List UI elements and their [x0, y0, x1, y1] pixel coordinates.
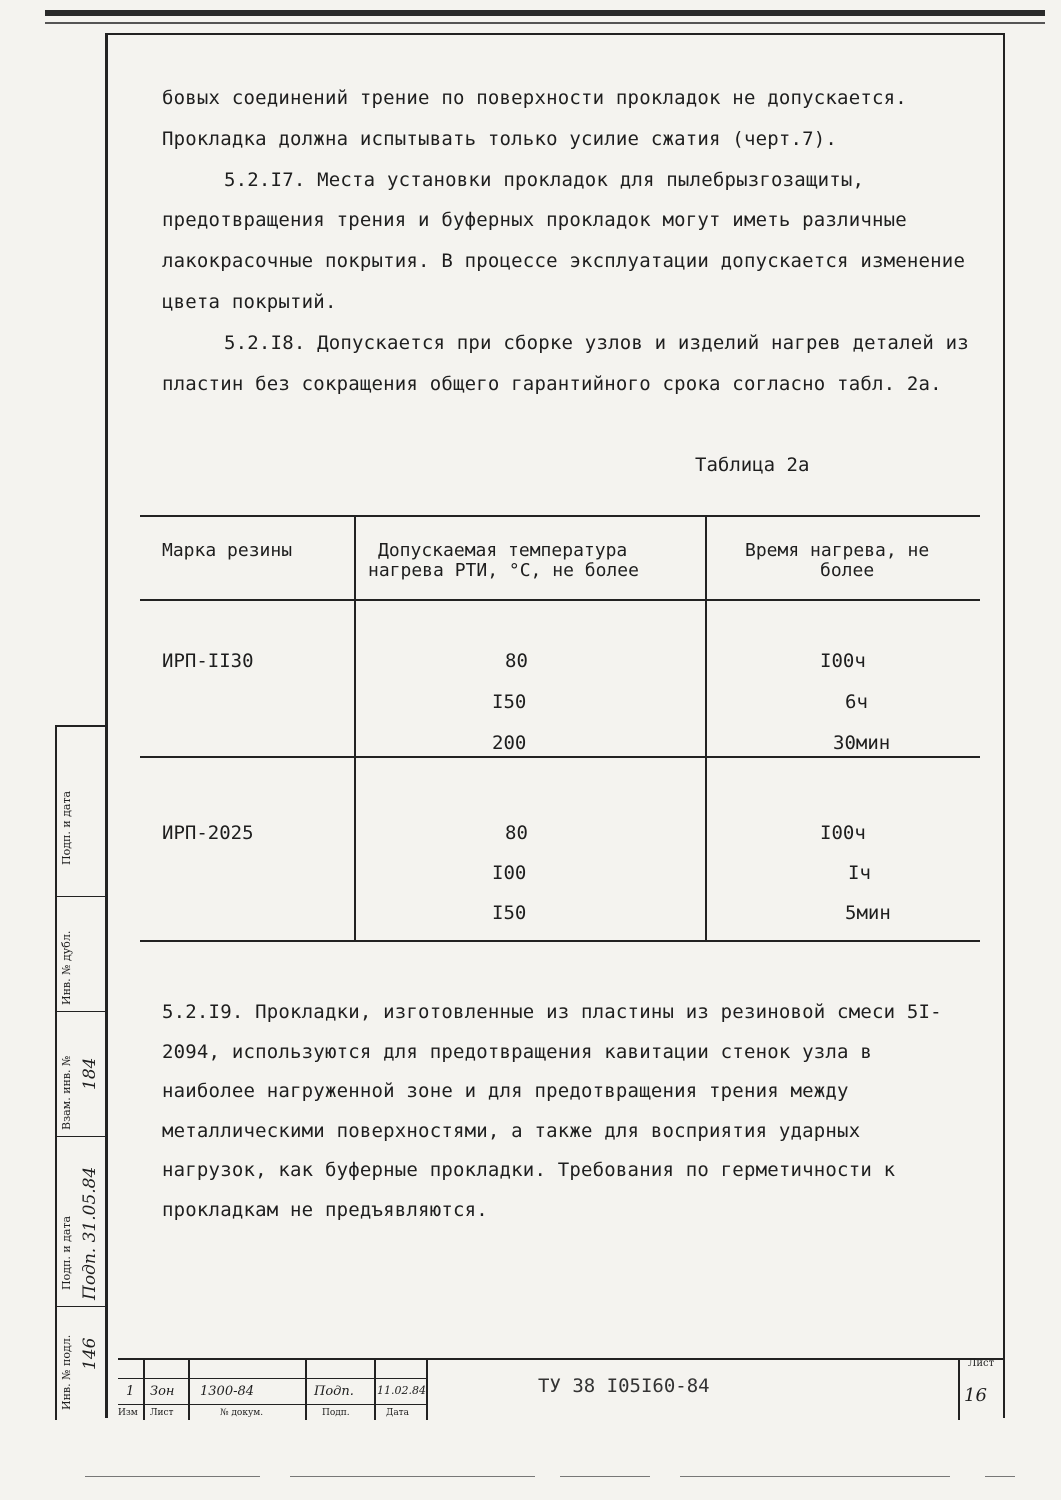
time-cell: 5мин [845, 902, 891, 924]
time-cell: I00ч [820, 822, 866, 844]
stamp-divider [188, 1360, 190, 1420]
stamp-divider [426, 1360, 428, 1420]
side-label-inv-podl: Инв. № подл. [60, 1334, 73, 1410]
paragraph-5-2-19: 5.2.I9. Прокладки, изготовленные из пластины из резиновой смеси 5I-2094, используются для предотвращения кавитации стенок узла в наиболее нагруженной зоне и для предотвращения трения между металлическими поверхностями, а также для восприятия ударных нагрузок, как буферные прокладки. Требования по герметичности к прокладкам не предъявляются. [162, 1001, 942, 1221]
stamp-label-list: Лист [150, 1408, 174, 1418]
stamp-doc-no: 1300-84 [200, 1384, 255, 1399]
scan-dash [985, 1476, 1015, 1477]
table-top-rule [140, 515, 980, 517]
table-caption: Таблица 2а [695, 454, 810, 476]
body-text-bottom [162, 993, 972, 1230]
stamp-label-podp: Подп. [322, 1408, 350, 1418]
paragraph-5-2-18: 5.2.I8. Допускается при сборке узлов и изделий нагрев деталей из пластин без сокращения общего гарантийного срока согласно табл. 2а. [162, 331, 969, 395]
stamp-divider [374, 1360, 376, 1420]
table-header-rule [140, 599, 980, 601]
grade-cell: ИРП-2025 [162, 822, 254, 844]
vzam-inv-value: 184 [80, 1057, 100, 1090]
stamp-label-data: Дата [386, 1408, 410, 1418]
top-rule [45, 10, 1045, 16]
scan-dash [85, 1476, 260, 1477]
side-label-podp-data-2: Подп. и дата [60, 1215, 73, 1290]
sheet-label: Лист [968, 1358, 995, 1369]
time-cell: 30мин [833, 732, 891, 754]
header-time-line1: Время нагрева, не [745, 540, 930, 561]
stamp-sheet: Зон [150, 1384, 175, 1399]
table-bottom-rule [140, 940, 980, 942]
header-rubber-grade: Марка резины [162, 540, 293, 561]
header-temp-line1: Допускаемая температура [378, 540, 628, 561]
table-col-divider-2 [705, 517, 707, 942]
stamp-change-no: 1 [126, 1384, 135, 1399]
paragraph-continuation: бовых соединений трение по поверхности прокладок не допускается. Прокладка должна испытывать только усилие сжатия (черт.7). [162, 87, 907, 150]
stamp-divider [143, 1360, 145, 1420]
table-col-divider-1 [354, 517, 356, 942]
stamp-row-rule [118, 1404, 428, 1405]
stamp-divider [305, 1360, 307, 1420]
podp-date-value: Подп. 31.05.84 [80, 1166, 100, 1300]
stamp-divider [958, 1360, 960, 1420]
temp-cell: 80 [505, 650, 528, 672]
temp-cell: 200 [492, 732, 527, 754]
sheet-number: 16 [964, 1385, 987, 1406]
side-label-vzam-inv: Взам. инв. № [60, 1055, 73, 1130]
temp-cell: 80 [505, 822, 528, 844]
temp-cell: I00 [492, 862, 527, 884]
temp-cell: I50 [492, 902, 527, 924]
stamp-label-doc: № докум. [220, 1408, 264, 1418]
time-cell: 6ч [845, 691, 868, 713]
header-time-line2: более [820, 560, 875, 581]
side-label-podp-data: Подп. и дата [60, 790, 73, 865]
time-cell: Iч [848, 862, 871, 884]
stamp-label-izm: Изм [118, 1408, 138, 1418]
table-group-rule [140, 756, 980, 758]
inv-podl-value: 146 [80, 1337, 100, 1370]
scan-dash [680, 1476, 950, 1477]
side-label-inv-dubl: Инв. № дубл. [60, 930, 73, 1005]
top-rule-thin [45, 22, 1045, 24]
paragraph-5-2-17: 5.2.I7. Места установки прокладок для пылебрызгозащиты, предотвращения трения и буферных прокладок могут иметь различные лакокрасочные покрытия. В процессе эксплуатации допускается изменение цвета покрытий. [162, 168, 966, 313]
stamp-signature: Подп. [314, 1384, 354, 1399]
stamp-date: 11.02.84 [377, 1384, 426, 1397]
scan-dash [290, 1476, 535, 1477]
grade-cell: ИРП-II30 [162, 650, 254, 672]
temp-cell: I50 [492, 691, 527, 713]
document-code: ТУ 38 I05I60-84 [538, 1375, 710, 1397]
stamp-row-rule [118, 1378, 428, 1379]
body-text-top [162, 78, 982, 404]
header-temp-line2: нагрева РТИ, °С, не более [368, 560, 639, 581]
time-cell: I00ч [820, 650, 866, 672]
scan-dash [560, 1476, 650, 1477]
